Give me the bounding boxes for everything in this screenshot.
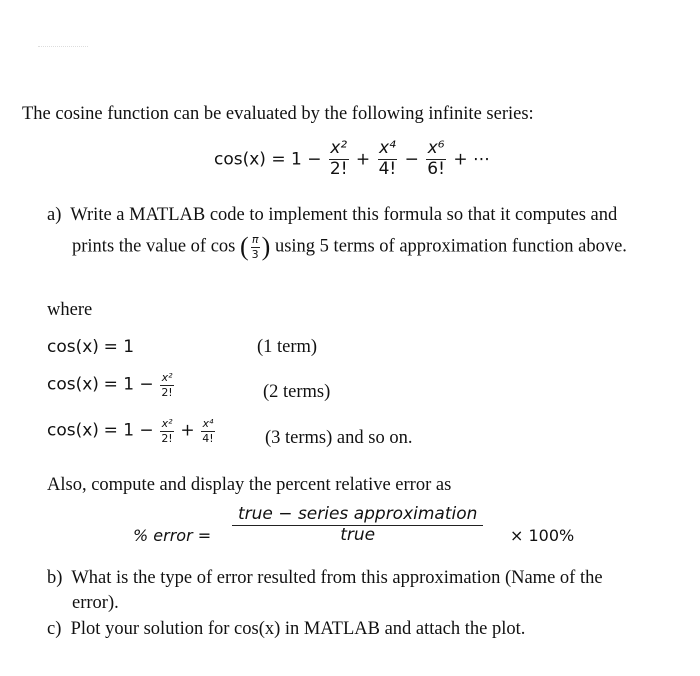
part-c-label: c) <box>47 619 62 639</box>
example-1-note: (1 term) <box>257 337 318 357</box>
series-op1: + <box>355 149 371 170</box>
intro-text: The cosine function can be evaluated by the following infinite series: <box>22 104 534 124</box>
error-fraction: $\frac{\text{true − series approximation}}{\text{true}}$ <box>230 506 485 545</box>
example-1: cos(x) = 1 <box>47 337 135 357</box>
part-c-text: Plot your solution for cos(x) in MATLAB and attach the plot. <box>70 619 526 639</box>
series-term-3: $\frac{\text{x⁶}}{6!}$ <box>427 138 445 179</box>
part-a-post: using 5 terms of approximation function above. <box>274 236 627 257</box>
also-text: Also, compute and display the percent relative error as <box>47 475 452 495</box>
part-b-text: What is the type of error resulted from this approximation (Name of the <box>71 568 603 588</box>
part-a-line2: prints the value of cos ( $\frac{\pi}{3}$ ) using 5 terms of approximation function above. <box>72 232 627 261</box>
series-term-2: $\frac{\text{x⁴}}{4!}$ <box>378 138 397 179</box>
example-3: cos(x) = 1 − $\frac{\text{x²}}{2!}$ + $\frac{\text{x⁴}}{4!}$ <box>47 417 214 445</box>
part-a-text: Write a MATLAB code to implement this formula so that it computes and <box>70 205 618 225</box>
series-lhs: cos(x) <box>214 149 266 170</box>
example-3-note: (3 terms) and so on. <box>265 428 413 448</box>
where-label: where <box>47 300 93 320</box>
series-term-1: $\frac{\text{x²}}{2!}$ <box>329 138 348 179</box>
part-a-line1 <box>47 205 617 226</box>
part-b-line2: error). <box>72 593 119 613</box>
error-lhs: % error = <box>133 526 212 545</box>
series-op2: − <box>404 149 419 170</box>
part-c <box>47 619 525 640</box>
part-a-label: a) <box>47 205 62 225</box>
series-tail: + ⋯ <box>453 149 490 170</box>
pi-over-3: $\frac{\pi}{3}$ <box>251 232 259 261</box>
part-b-label: b) <box>47 568 63 588</box>
example-2: cos(x) = 1 − $\frac{\text{x²}}{2!}$ <box>47 371 173 399</box>
error-multiplier: × 100% <box>510 526 575 545</box>
part-b-line1 <box>47 568 603 589</box>
faint-header-mark <box>38 46 88 48</box>
series-eq: = 1 − <box>271 149 322 170</box>
example-2-note: (2 terms) <box>263 382 331 402</box>
part-a-pre: prints the value of cos <box>72 236 236 257</box>
series-formula <box>214 140 490 179</box>
